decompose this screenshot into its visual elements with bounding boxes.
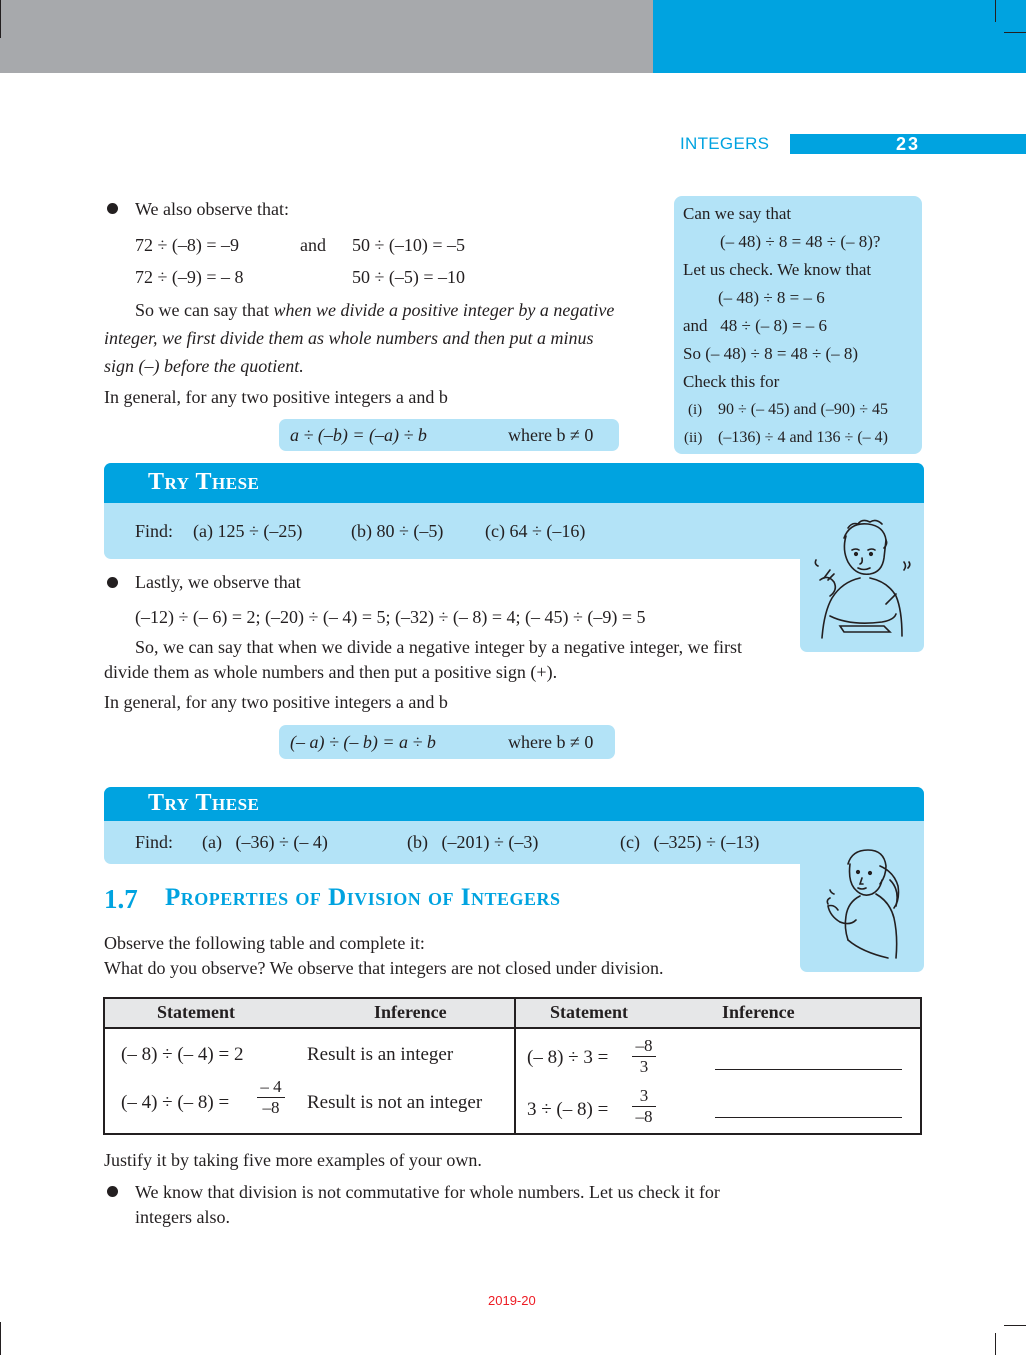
obs2-paragraph-line1: So, we can say that when we divide a negative integer by a negative integer, we first bbox=[135, 637, 743, 657]
crop-mark bbox=[0, 1322, 1, 1355]
section-number: 1.7 bbox=[104, 884, 138, 914]
formula-condition: where b ≠ 0 bbox=[508, 425, 594, 445]
table-cell-inference: Result is an integer bbox=[307, 1044, 454, 1065]
find-label: Find: bbox=[135, 521, 174, 541]
equation: 72 ÷ (–8) = –9 bbox=[135, 235, 240, 255]
side-note-line: So (– 48) ÷ 8 = 48 ÷ (– 8) bbox=[683, 344, 859, 363]
column-header: Statement bbox=[550, 1002, 628, 1022]
fraction bbox=[632, 1086, 656, 1127]
exercise-item: (c) (–325) ÷ (–13) bbox=[620, 832, 760, 852]
bullet-point bbox=[107, 203, 118, 214]
formula-box bbox=[279, 419, 619, 451]
and-word: and bbox=[300, 235, 326, 255]
table-cell-statement: (– 4) ÷ (– 8) = bbox=[121, 1092, 230, 1113]
answer-blank[interactable] bbox=[715, 1069, 902, 1070]
justify-text: Justify it by taking five more examples of your own. bbox=[104, 1150, 482, 1170]
fraction-numerator: –8 bbox=[632, 1036, 656, 1057]
top-blue-bar bbox=[653, 0, 1026, 73]
side-note-line: Check this for bbox=[683, 372, 780, 391]
try-these-title: Try These bbox=[148, 469, 260, 495]
find-label: Find: bbox=[135, 832, 174, 852]
footer-year: 2019-20 bbox=[488, 1293, 536, 1308]
top-gray-bar bbox=[0, 0, 653, 73]
side-note-box bbox=[674, 196, 922, 454]
table-cell-inference: Result is not an integer bbox=[307, 1092, 483, 1113]
crop-mark bbox=[995, 0, 996, 22]
crop-mark bbox=[1004, 1325, 1026, 1326]
formula-condition: where b ≠ 0 bbox=[508, 732, 594, 752]
formula: a ÷ (–b) = (–a) ÷ b bbox=[290, 425, 427, 445]
fraction-denominator: –8 bbox=[262, 1098, 280, 1117]
boy-thinking-illustration bbox=[800, 508, 924, 652]
closing-line: integers also. bbox=[135, 1207, 230, 1227]
column-header: Inference bbox=[722, 1002, 795, 1022]
side-note-line: Let us check. We know that bbox=[683, 260, 872, 279]
table-cell-statement: 3 ÷ (– 8) = bbox=[527, 1099, 609, 1120]
table-cell-statement: (– 8) ÷ (– 4) = 2 bbox=[121, 1044, 244, 1065]
exercise-item: (b) (–201) ÷ (–3) bbox=[407, 832, 539, 852]
side-note-line: (– 48) ÷ 8 = – 6 bbox=[718, 288, 825, 307]
page-number: 23 bbox=[790, 134, 1026, 154]
fraction-numerator: 3 bbox=[632, 1086, 656, 1107]
column-header: Inference bbox=[374, 1002, 447, 1022]
column-header: Statement bbox=[157, 1002, 235, 1022]
table-header-row bbox=[105, 999, 920, 1029]
fraction-denominator: 3 bbox=[639, 1057, 649, 1076]
side-note-line: (– 48) ÷ 8 = 48 ÷ (– 8)? bbox=[720, 232, 881, 251]
table-divider bbox=[514, 999, 516, 1133]
crop-mark bbox=[0, 0, 1, 38]
equation: 50 ÷ (–10) = –5 bbox=[352, 235, 466, 255]
division-properties-table bbox=[103, 997, 922, 1135]
section-title: Properties of Division of Integers bbox=[165, 884, 561, 911]
exercise-item: (a) (–36) ÷ (– 4) bbox=[202, 832, 328, 852]
section-text-line: Observe the following table and complete it: bbox=[104, 933, 425, 953]
girl-thinking-illustration bbox=[800, 830, 924, 972]
list-number: (ii) bbox=[684, 430, 703, 446]
girl-illustration-panel bbox=[800, 830, 924, 972]
side-note-line: Can we say that bbox=[683, 204, 792, 223]
formula-box bbox=[279, 725, 615, 759]
general-statement: In general, for any two positive integers a and b bbox=[104, 692, 448, 712]
crop-mark bbox=[995, 1333, 996, 1355]
paragraph-italic: when we divide a positive integer by a negative bbox=[273, 300, 615, 320]
obs2-intro: Lastly, we observe that bbox=[135, 572, 301, 592]
bullet-point bbox=[107, 577, 118, 588]
bullet-point bbox=[107, 1186, 118, 1197]
fraction bbox=[257, 1077, 285, 1118]
chapter-title: INTEGERS bbox=[680, 134, 770, 153]
obs2-paragraph-line2: divide them as whole numbers and then put a positive sign (+). bbox=[104, 662, 558, 682]
general-statement: In general, for any two positive integers a and b bbox=[104, 387, 448, 407]
closing-line: We know that division is not commutative for whole numbers. Let us check it for bbox=[135, 1182, 720, 1202]
exercise-item: (a) 125 ÷ (–25) bbox=[193, 521, 303, 541]
equation: 50 ÷ (–5) = –10 bbox=[352, 267, 466, 287]
side-note-line: (–136) ÷ 4 and 136 ÷ (– 4) bbox=[718, 429, 888, 446]
try-these-title: Try These bbox=[148, 790, 260, 816]
try-these-header bbox=[104, 463, 924, 503]
exercise-item: (c) 64 ÷ (–16) bbox=[485, 521, 586, 541]
table-cell-statement: (– 8) ÷ 3 = bbox=[527, 1047, 609, 1068]
section-text-line: What do you observe? We observe that integers are not closed under division. bbox=[104, 958, 664, 978]
equations-line: (–12) ÷ (– 6) = 2; (–20) ÷ (– 4) = 5; (–32) ÷ (– 8) = 4; (– 45) ÷ (–9) = 5 bbox=[135, 607, 646, 627]
answer-blank[interactable] bbox=[715, 1117, 902, 1118]
fraction bbox=[632, 1036, 656, 1077]
obs1-paragraph-line1 bbox=[135, 296, 614, 324]
equation: 72 ÷ (–9) = – 8 bbox=[135, 267, 244, 287]
side-note-line: and 48 ÷ (– 8) = – 6 bbox=[683, 316, 828, 335]
obs1-paragraph-line3: sign (–) before the quotient. bbox=[104, 356, 304, 376]
fraction-numerator: – 4 bbox=[257, 1077, 285, 1098]
exercise-item: (b) 80 ÷ (–5) bbox=[351, 521, 444, 541]
paragraph-start: So we can say that bbox=[135, 300, 274, 320]
fraction-denominator: –8 bbox=[635, 1107, 653, 1126]
formula: (– a) ÷ (– b) = a ÷ b bbox=[290, 732, 436, 752]
crop-mark bbox=[1004, 32, 1026, 33]
list-number: (i) bbox=[688, 402, 703, 418]
obs1-paragraph-line2: integer, we first divide them as whole numbers and then put a minus bbox=[104, 328, 594, 348]
boy-illustration-panel bbox=[800, 508, 924, 652]
try-these-header bbox=[104, 787, 924, 821]
side-note-line: 90 ÷ (– 45) and (–90) ÷ 45 bbox=[718, 401, 888, 418]
obs1-intro: We also observe that: bbox=[135, 199, 290, 219]
